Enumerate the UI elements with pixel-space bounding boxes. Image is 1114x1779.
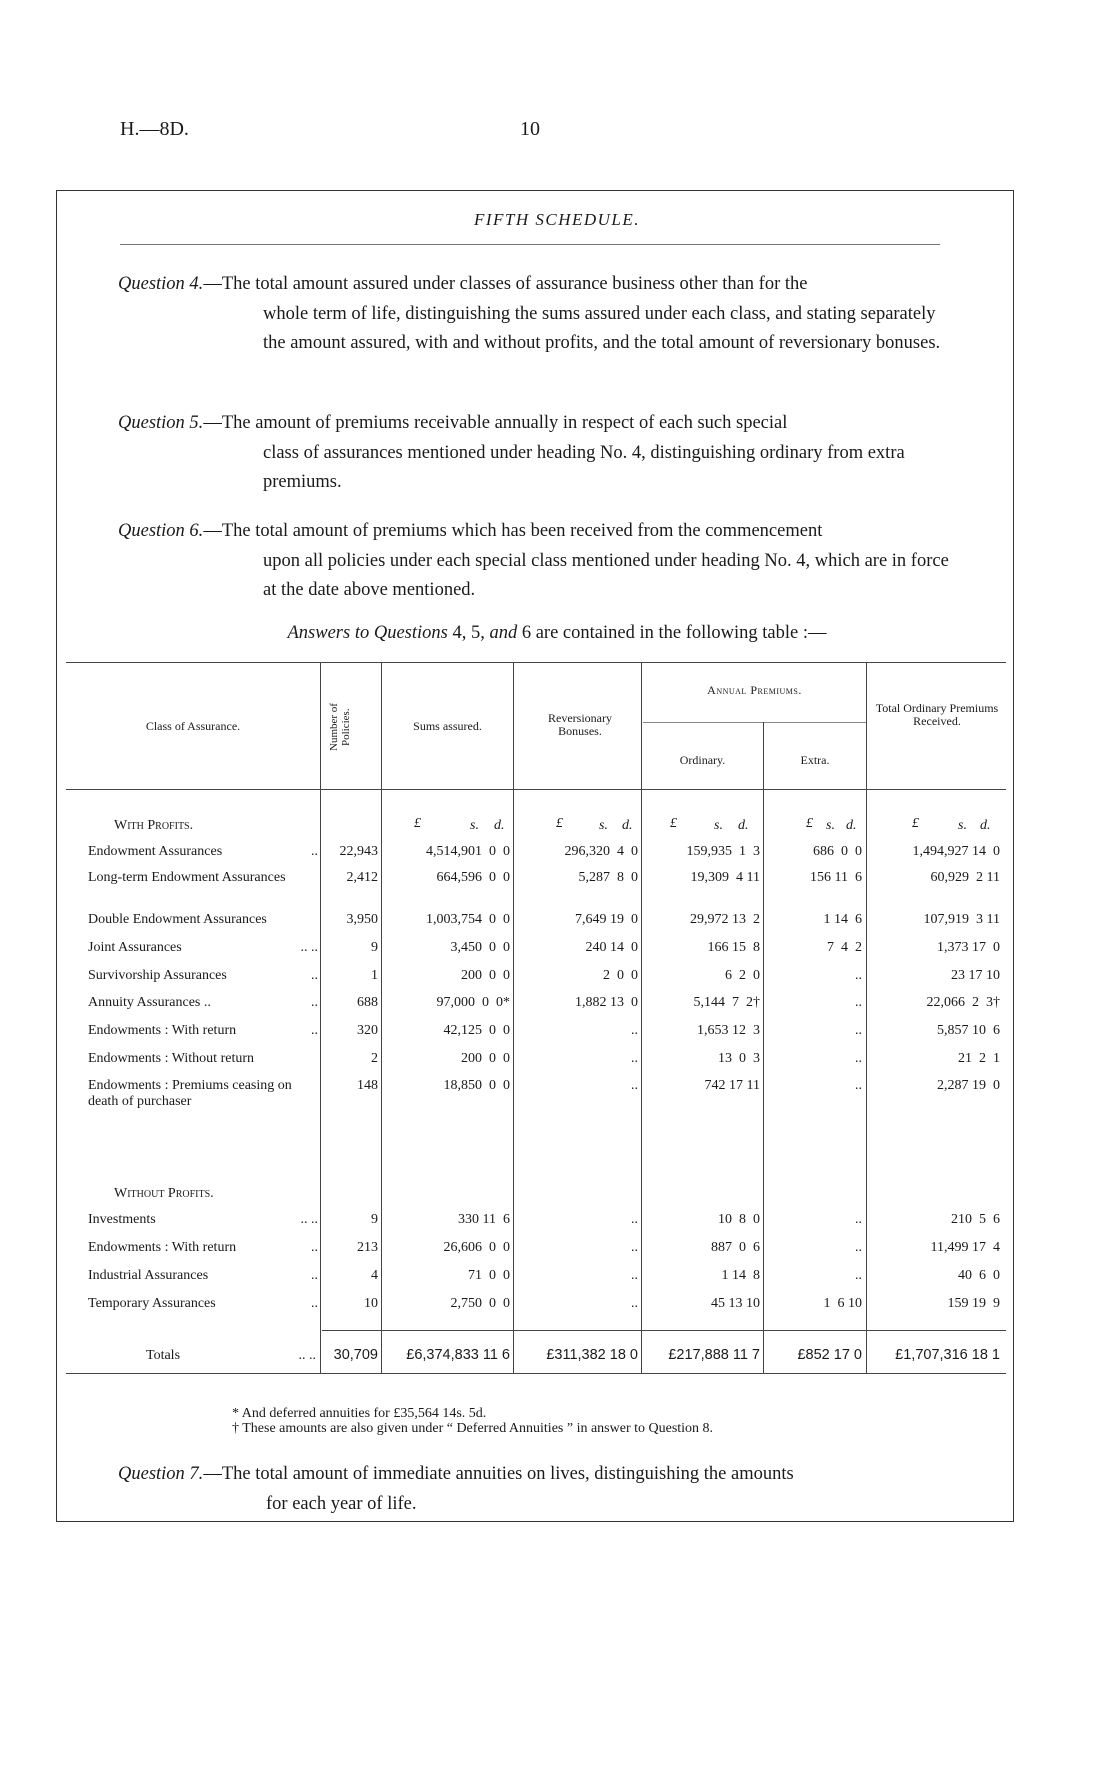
totals-top-rule xyxy=(322,1330,1006,1331)
row-leader-dots: .. xyxy=(311,995,318,1010)
policies-cell: 4 xyxy=(371,1268,378,1283)
row-label xyxy=(88,1078,293,1110)
row-label xyxy=(88,995,318,1011)
ordinary-premium-cell: 5,144 7 2† xyxy=(693,995,760,1010)
header-bottom-rule xyxy=(66,789,1006,790)
sums-assured-cell: 3,450 0 0 xyxy=(450,940,510,955)
extra-premium-cell: .. xyxy=(855,1268,862,1283)
bonuses-cell: .. xyxy=(631,1051,638,1066)
unit-d-bon: d. xyxy=(622,818,633,833)
bonuses-cell: 7,649 19 0 xyxy=(575,912,638,927)
row-label xyxy=(88,940,318,956)
ordinary-premium-cell: 1,653 12 3 xyxy=(697,1023,760,1038)
header-ordinary: Ordinary. xyxy=(679,753,726,767)
answers-intro-tail: 6 are contained in the following table :— xyxy=(517,623,827,643)
question-4 xyxy=(118,270,954,359)
row-label-text: Endowments : With return xyxy=(88,1023,237,1038)
bonuses-cell: .. xyxy=(631,1268,638,1283)
ordinary-premium-cell: 887 0 6 xyxy=(711,1240,760,1255)
row-label xyxy=(88,1212,318,1228)
question-5-first-line: —The amount of premiums receivable annually in respect of each such special xyxy=(203,413,788,433)
col-rule-3 xyxy=(513,662,514,1373)
policies-cell: 10 xyxy=(364,1296,378,1311)
sums-assured-cell: 4,514,901 0 0 xyxy=(426,844,510,859)
totals-label xyxy=(146,1348,316,1364)
footnote-dagger: † These amounts are also given under “ Deferred Annuities ” in answer to Question 8. xyxy=(232,1421,714,1436)
schedule-table xyxy=(66,662,1006,1382)
unit-s-tot: s. xyxy=(958,818,967,833)
row-label-text: Endowments : With return xyxy=(88,1240,237,1255)
header-number: Number of Policies. xyxy=(328,703,352,751)
sums-assured-cell: 664,596 0 0 xyxy=(436,870,510,885)
bonuses-cell: .. xyxy=(631,1240,638,1255)
question-6-rest: upon all policies under each special class mentioned under heading No. 4, which are in force at the date above mentioned. xyxy=(263,550,949,600)
extra-premium-cell: .. xyxy=(855,968,862,983)
unit-l-bon: £ xyxy=(556,816,563,831)
extra-premium-cell: 156 11 6 xyxy=(810,870,862,885)
sums-assured-cell: 97,000 0 0* xyxy=(436,995,510,1010)
unit-d-ord: d. xyxy=(738,818,749,833)
total-premiums-cell: 159 19 9 xyxy=(947,1296,1000,1311)
extra-premium-cell: 7 4 2 xyxy=(827,940,862,955)
table-bottom-rule xyxy=(66,1373,1006,1374)
question-4-first-line: —The total amount assured under classes of assurance business other than for the xyxy=(203,274,808,294)
row-leader-dots: .. xyxy=(311,844,318,859)
bonuses-cell: 2 0 0 xyxy=(603,968,638,983)
row-label-text: Endowments : Without return xyxy=(88,1051,254,1066)
row-label xyxy=(88,1296,318,1312)
row-leader-dots: .. xyxy=(311,1240,318,1255)
sums-assured-cell: 18,850 0 0 xyxy=(443,1078,510,1093)
ordinary-premium-cell: 29,972 13 2 xyxy=(690,912,760,927)
sums-assured-cell: 71 0 0 xyxy=(468,1268,510,1283)
policies-cell: 22,943 xyxy=(339,844,378,859)
policies-cell: 9 xyxy=(371,1212,378,1227)
col-rule-1 xyxy=(320,662,321,1373)
ordinary-premium-cell: 6 2 0 xyxy=(725,968,760,983)
unit-s-ext: s. xyxy=(826,818,835,833)
unit-s-bon: s. xyxy=(599,818,608,833)
unit-d-sums: d. xyxy=(494,818,505,833)
policies-cell: 2,412 xyxy=(346,870,378,885)
policies-cell: 148 xyxy=(357,1078,378,1093)
bonuses-cell: 296,320 4 0 xyxy=(564,844,638,859)
sums-assured-cell: 1,003,754 0 0 xyxy=(426,912,510,927)
unit-l-tot: £ xyxy=(912,816,919,831)
extra-premium-cell: .. xyxy=(855,1240,862,1255)
table-top-rule xyxy=(66,662,1006,663)
policies-cell: 320 xyxy=(357,1023,378,1038)
row-label-text: Joint Assurances xyxy=(88,940,182,955)
row-leader-dots: .. .. xyxy=(300,940,318,955)
question-7-first-line: —The total amount of immediate annuities on lives, distinguishing the amounts xyxy=(203,1464,794,1484)
bonuses-cell: .. xyxy=(631,1212,638,1227)
row-leader-dots: .. xyxy=(311,968,318,983)
unit-l-ord: £ xyxy=(670,816,677,831)
totals-dots: .. .. xyxy=(298,1348,316,1363)
row-label-text: Endowment Assurances xyxy=(88,844,223,859)
sums-assured-cell: 200 0 0 xyxy=(461,1051,510,1066)
extra-premium-cell: .. xyxy=(855,1023,862,1038)
col-rule-4 xyxy=(641,662,642,1373)
policies-cell: 9 xyxy=(371,940,378,955)
header-sums: Sums assured. xyxy=(413,719,482,733)
totals-total: £1,707,316 18 1 xyxy=(895,1347,1000,1363)
bonuses-cell: 1,882 13 0 xyxy=(575,995,638,1010)
totals-ordinary: £217,888 11 7 xyxy=(668,1347,760,1363)
annual-premiums-subrule xyxy=(643,722,867,723)
total-premiums-cell: 5,857 10 6 xyxy=(937,1023,1000,1038)
row-label-text: Temporary Assurances xyxy=(88,1296,216,1311)
totals-label-text: Totals xyxy=(146,1348,181,1363)
unit-s-sums: s. xyxy=(470,818,479,833)
unit-l-sums: £ xyxy=(414,816,421,831)
ordinary-premium-cell: 166 15 8 xyxy=(707,940,760,955)
question-6-lead: Question 6. xyxy=(118,521,204,541)
header-annual-premiums: Annual Premiums. xyxy=(707,683,802,697)
row-label-text: Investments xyxy=(88,1212,156,1227)
totals-bonuses: £311,382 18 0 xyxy=(546,1347,638,1363)
sums-assured-cell: 2,750 0 0 xyxy=(450,1296,510,1311)
total-premiums-cell: 60,929 2 11 xyxy=(930,870,1000,885)
unit-d-ext: d. xyxy=(846,818,857,833)
row-label xyxy=(88,968,318,984)
question-6-first-line: —The total amount of premiums which has been received from the commencement xyxy=(203,521,823,541)
extra-premium-cell: .. xyxy=(855,1051,862,1066)
row-label-text: Survivorship Assurances xyxy=(88,968,227,983)
policies-cell: 3,950 xyxy=(346,912,378,927)
row-label-text: Industrial Assurances xyxy=(88,1268,209,1283)
total-premiums-cell: 40 6 0 xyxy=(958,1268,1000,1283)
totals-sums: £6,374,833 11 6 xyxy=(406,1347,510,1363)
sums-assured-cell: 42,125 0 0 xyxy=(443,1023,510,1038)
totals-extra: £852 17 0 xyxy=(797,1347,862,1363)
header-extra: Extra. xyxy=(800,753,830,767)
row-leader-dots: .. .. xyxy=(300,1212,318,1227)
extra-premium-cell: .. xyxy=(855,1212,862,1227)
schedule-title: FIFTH SCHEDULE. xyxy=(473,210,641,229)
answers-intro-italic: Answers to Questions xyxy=(287,623,448,643)
policies-cell: 1 xyxy=(371,968,378,983)
ordinary-premium-cell: 159,935 1 3 xyxy=(686,844,760,859)
question-5-rest: class of assurances mentioned under heading No. 4, distinguishing ordinary from extra premiums. xyxy=(263,442,905,492)
header-total: Total Ordinary Premiums Received. xyxy=(875,701,999,728)
col-rule-2 xyxy=(381,662,382,1373)
col-rule-6 xyxy=(866,662,867,1373)
row-label xyxy=(88,870,293,886)
row-label xyxy=(88,1051,318,1067)
sums-assured-cell: 26,606 0 0 xyxy=(443,1240,510,1255)
answers-intro-mid: 4, 5, xyxy=(447,623,490,643)
question-7-rest: for each year of life. xyxy=(266,1493,417,1514)
unit-l-ext: £ xyxy=(806,816,813,831)
ordinary-premium-cell: 1 14 8 xyxy=(721,1268,760,1283)
question-7-lead: Question 7. xyxy=(118,1464,204,1484)
extra-premium-cell: 1 6 10 xyxy=(823,1296,862,1311)
row-leader-dots: .. xyxy=(311,1268,318,1283)
policies-cell: 688 xyxy=(357,995,378,1010)
unit-d-tot: d. xyxy=(980,818,991,833)
total-premiums-cell: 210 5 6 xyxy=(951,1212,1000,1227)
row-label xyxy=(88,1240,318,1256)
title-rule xyxy=(120,244,940,245)
col-rule-5 xyxy=(763,722,764,1373)
sums-assured-cell: 200 0 0 xyxy=(461,968,510,983)
bonuses-cell: .. xyxy=(631,1078,638,1093)
ordinary-premium-cell: 742 17 11 xyxy=(704,1078,760,1093)
total-premiums-cell: 107,919 3 11 xyxy=(923,912,1000,927)
policies-cell: 213 xyxy=(357,1240,378,1255)
total-premiums-cell: 22,066 2 3† xyxy=(926,995,1000,1010)
total-premiums-cell: 1,494,927 14 0 xyxy=(912,844,1000,859)
row-label-text: Endowments : Premiums ceasing on death of purchaser xyxy=(88,1078,292,1109)
extra-premium-cell: .. xyxy=(855,1078,862,1093)
bonuses-cell: 5,287 8 0 xyxy=(578,870,638,885)
sums-assured-cell: 330 11 6 xyxy=(458,1212,510,1227)
total-premiums-cell: 21 2 1 xyxy=(958,1051,1000,1066)
total-premiums-cell: 11,499 17 4 xyxy=(930,1240,1000,1255)
ordinary-premium-cell: 45 13 10 xyxy=(711,1296,760,1311)
unit-s-ord: s. xyxy=(714,818,723,833)
ordinary-premium-cell: 19,309 4 11 xyxy=(690,870,760,885)
total-premiums-cell: 23 17 10 xyxy=(951,968,1000,983)
row-label xyxy=(88,1023,318,1039)
row-label-text: Annuity Assurances .. xyxy=(88,995,211,1010)
row-label xyxy=(88,1268,318,1284)
extra-premium-cell: .. xyxy=(855,995,862,1010)
row-label-text: Double Endowment Assurances xyxy=(88,912,267,927)
row-label xyxy=(88,844,318,860)
without-profits-label: Without Profits. xyxy=(114,1186,214,1201)
with-profits-label: With Profits. xyxy=(114,818,194,833)
question-4-rest: whole term of life, distinguishing the sums assured under each class, and stating separately the amount assured, with and without profits, and the total amount of reversionary bonuses. xyxy=(263,303,941,353)
question-6 xyxy=(118,517,954,606)
bonuses-cell: .. xyxy=(631,1296,638,1311)
answers-intro-and: and xyxy=(489,623,518,643)
question-4-lead: Question 4. xyxy=(118,274,204,294)
ordinary-premium-cell: 10 8 0 xyxy=(718,1212,760,1227)
bonuses-cell: .. xyxy=(631,1023,638,1038)
question-5-lead: Question 5. xyxy=(118,413,204,433)
bonuses-cell: 240 14 0 xyxy=(585,940,638,955)
extra-premium-cell: 686 0 0 xyxy=(813,844,862,859)
row-leader-dots: .. xyxy=(311,1023,318,1038)
header-bonuses: Reversionary Bonuses. xyxy=(548,711,612,738)
extra-premium-cell: 1 14 6 xyxy=(823,912,862,927)
page-number: 10 xyxy=(520,118,540,140)
page-header-reference: H.—8D. xyxy=(120,118,189,140)
total-premiums-cell: 1,373 17 0 xyxy=(937,940,1000,955)
total-premiums-cell: 2,287 19 0 xyxy=(937,1078,1000,1093)
question-7 xyxy=(118,1460,954,1519)
totals-number: 30,709 xyxy=(333,1347,378,1363)
row-label-text: Long-term Endowment Assurances xyxy=(88,870,286,885)
row-label xyxy=(88,912,318,928)
policies-cell: 2 xyxy=(371,1051,378,1066)
row-leader-dots: .. xyxy=(311,1296,318,1311)
question-5 xyxy=(118,409,954,498)
header-class: Class of Assurance. xyxy=(145,719,241,733)
answers-intro xyxy=(0,623,1114,644)
ordinary-premium-cell: 13 0 3 xyxy=(718,1051,760,1066)
footnote-asterisk: * And deferred annuities for £35,564 14s. 5d. xyxy=(232,1406,487,1421)
